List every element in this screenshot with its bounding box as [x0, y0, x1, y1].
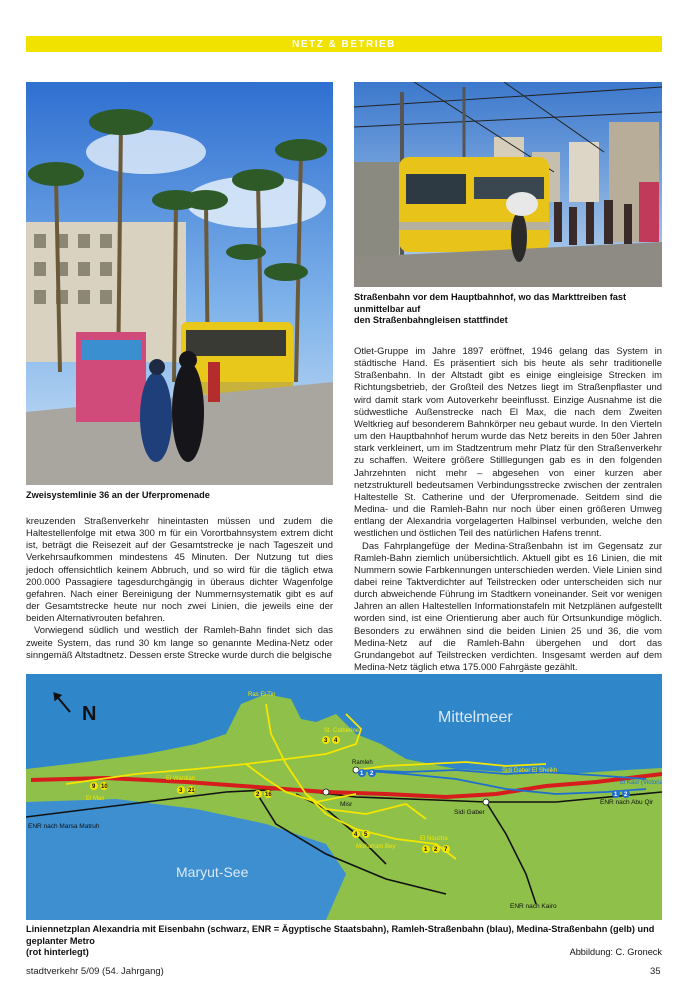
map-enr-west: ENR nach Marsa Matruh: [28, 823, 100, 830]
svg-text:7: 7: [444, 847, 448, 853]
map-el-kasr: El Kasr (Victoria): [620, 780, 662, 786]
paragraph-right-1: Otlet-Gruppe im Jahre 1897 eröffnet, 1946 gelang das System in städtische Hand. Es präsentiert sich bis heute als sehr traditionelle Straßenbahn. In der Altstadt gibt es einige eingleisige Strecken im Richtungsbetrieb, der Großteil des Netzes liegt im Straßenpflaster und wird damit stark vom Autoverkehr beeinflusst. Einzige Ausnahme ist die südwestliche Außenstrecke nach El Max, die nach dem Zweiten Weltkrieg auf besonderem Bahnkörper neu gebaut wurde. In den Vierteln um den Hauptbahnhof herum wurde das Netz bereits in den 50er Jahren stark verkleinert, um im Stadtzentrum mehr Platz für den Straßenverkehr zu schaffen. Weitere größere Stilllegungen gab es in den folgenden Jahrzehnten nicht mehr – abgesehen von einer kurzen aber netzstrukturell bedeutsamen Verbindungsstrecke zwischen der zentralen Haltestelle St. Catherine und der Uferpromenade. Seitdem sind die Medina- und die Ramleh-Bahn nur noch über einen größeren Umweg entlang der Alexandria vorgelagerten Halbinsel verbunden, welche den westlichen und östlichen Teil des natürlichen Hafens trennt.: [354, 346, 662, 540]
map-enr-east: ENR nach Abu Qir: [600, 799, 654, 806]
section-title: NETZ & BETRIEB: [292, 38, 396, 50]
map-enr-south: ENR nach Kairo: [510, 903, 557, 910]
svg-text:3: 3: [324, 738, 328, 744]
map-ras-el-tin: Ras El Tin: [248, 692, 276, 698]
caption-map-credit: Abbildung: C. Groneck: [569, 947, 662, 957]
map-st-catherine: St. Catherine: [324, 728, 360, 734]
paragraph-left-1: kreuzenden Straßenverkehr hineintasten müssen und zudem die Haltestellenfolge mit etwa 300 m für ein Vorortbahnsystem extrem dicht ist, beträgt die Reisezeit auf der Gesamtstrecke je nach Tageszeit und Verkehrsaufkommen mindestens 45 Minuten. Der Nutzung tut dies jedoch offensichtlich keinem Abbruch, und so wird für die täglich etwa 200.000 Passagiere tagesdurchgängig in überaus dichter Wagenfolge gefahren. Nach einer Bereinigung der Nummernsystematik gibt es auf der Gesamtstrecke heute nur noch zwei Linien, die jeweils eine der beiden Alternativrouten befahren.: [26, 516, 333, 625]
map-moharram-bey: Moharram Bey: [356, 844, 396, 850]
svg-text:16: 16: [265, 792, 272, 798]
photo-tram-promenade: [26, 82, 333, 485]
map-misr: Misr: [340, 801, 353, 808]
footer-page-number: 35: [650, 966, 661, 977]
svg-text:3: 3: [179, 788, 183, 794]
caption-map-line-1: Liniennetzplan Alexandria mit Eisenbahn (schwarz, ENR = Ägyptische Staatsbahn), Ramleh-Straßenbahn (blau), Medina-Straßenbahn (gelb) und geplanter Metro: [26, 924, 655, 946]
svg-text:9: 9: [92, 784, 96, 790]
map-north-label: N: [82, 703, 97, 725]
svg-text:1: 1: [614, 792, 618, 798]
paragraph-right-2: Das Fahrplangefüge der Medina-Straßenbahn ist im Gegensatz zur Ramleh-Bahn ziemlich unübersichtlich. Aktuell gibt es 16 Linien, die mit Nummern sowie Farbkennungen unterschieden werden. Viele Linien sind dabei reine Taktverdichter auf Teilstrecken oder unterscheiden sich nur durch abweichende Führung im Stadtkern voneinander. Seit vor wenigen Jahren an allen Haltestellen Informationstafeln mit Netzplänen aufgestellt worden sind, ist eine Orientierung aber auch für Ortsunkundige möglich. Besonders zu erwähnen sind die beiden Linien 25 und 36, die vom Medina-Netz auf die Ramleh-Bahn übergehen und dort das Grundangebot auf Teilstrecken verdichten. Insgesamt werden auf dem Medina-Netz täglich etwa 175.000 Fahrgäste gezählt.: [354, 540, 662, 674]
svg-text:1: 1: [360, 771, 364, 777]
network-map: [26, 674, 662, 920]
svg-text:21: 21: [188, 788, 195, 794]
footer-journal: stadtverkehr 5/09 (54. Jahrgang): [26, 966, 164, 977]
svg-text:5: 5: [364, 832, 368, 838]
caption-right-line-1: Straßenbahn vor dem Hauptbahnhof, wo das Markttreiben fast unmittelbar auf: [354, 292, 627, 314]
caption-map: [26, 924, 662, 959]
map-ramleh: Ramleh: [352, 760, 373, 766]
map-el-max: El Max: [86, 796, 105, 802]
caption-right-line-2: den Straßenbahngleisen stattfindet: [354, 315, 508, 325]
svg-text:1: 1: [424, 847, 428, 853]
map-sidi-gaber: Sidi Gaber: [454, 809, 485, 816]
text-column-right: [354, 346, 662, 674]
caption-map-line-2: (rot hinterlegt): [26, 947, 89, 957]
section-header-bar: [26, 36, 662, 52]
svg-text:4: 4: [334, 738, 338, 744]
svg-text:2: 2: [370, 771, 374, 777]
svg-text:2: 2: [624, 792, 628, 798]
photo-tram-main-station: [354, 82, 662, 287]
paragraph-left-2: Vorwiegend südlich und westlich der Ramleh-Bahn findet sich das zweite System, das rund 30 km lange so genannte Medina-Netz oder sinngemäß Altstadtnetz. Dessen erste Strecke wurde durch die belgische: [26, 625, 333, 661]
map-el-wardian: El Wardian: [166, 776, 196, 782]
map-el-nouzha: El Nouzha: [420, 836, 448, 842]
map-sidi-bishr: Sidi Gaber El Sheikh: [502, 768, 558, 774]
svg-text:4: 4: [354, 832, 358, 838]
map-sea-label: Mittelmeer: [438, 709, 513, 726]
caption-right-photo: [354, 292, 674, 327]
map-lake-label: Maryut-See: [176, 864, 249, 880]
svg-text:2: 2: [256, 792, 260, 798]
text-column-left: [26, 516, 333, 662]
svg-text:2: 2: [434, 847, 438, 853]
caption-left-photo: Zweisystemlinie 36 an der Uferpromenade: [26, 490, 210, 500]
svg-text:10: 10: [101, 784, 108, 790]
